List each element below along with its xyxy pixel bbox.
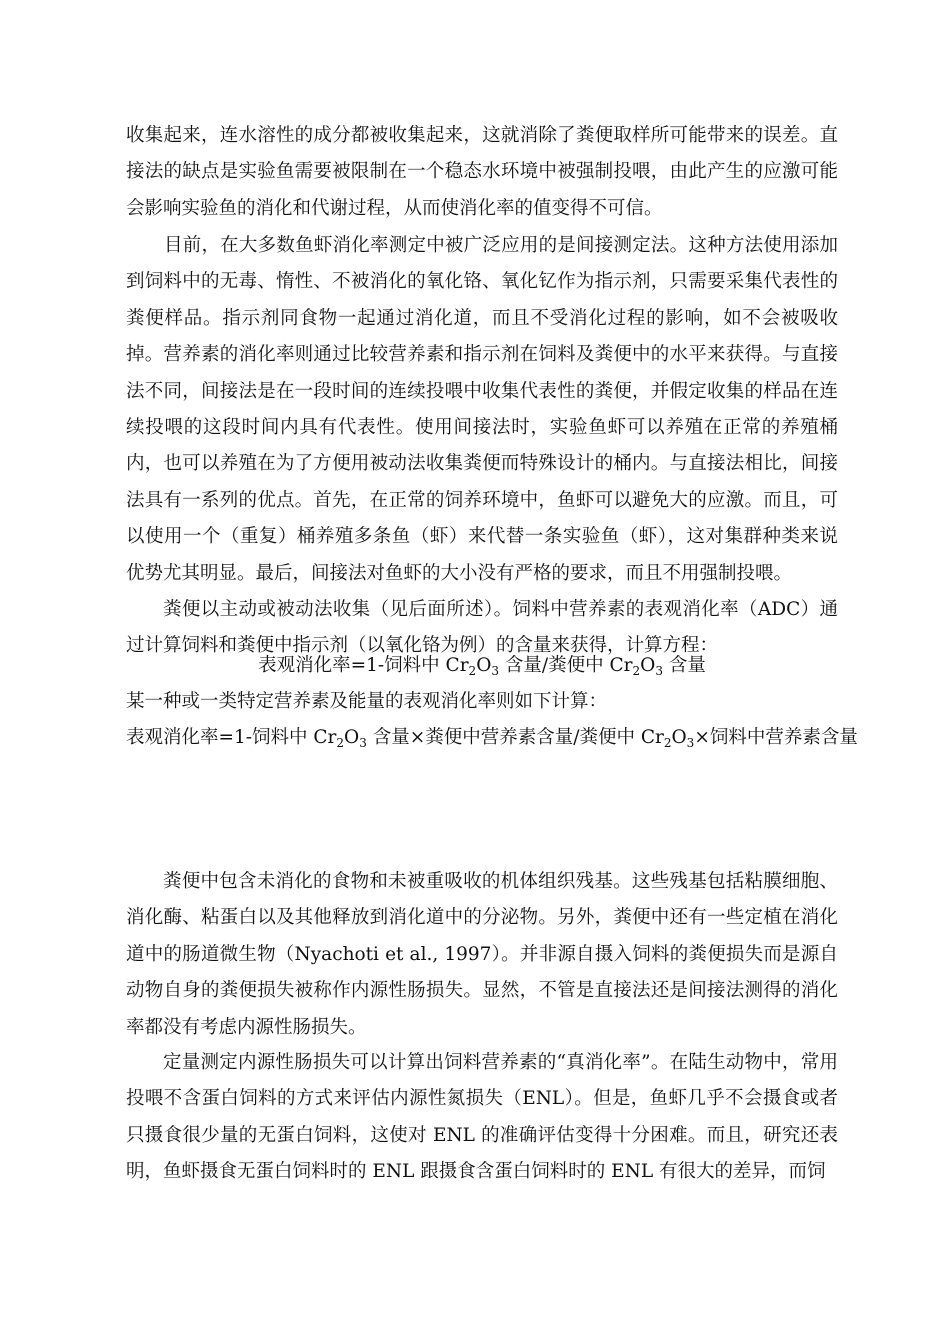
formula-2-sub-d: 3	[686, 736, 695, 750]
formula-1-sub-c: 2	[632, 664, 641, 678]
formula-2-mid-a: O	[344, 727, 360, 748]
text-block-4	[126, 864, 838, 1046]
formula-intro-line: 某一种或一类特定营养素及能量的表观消化率则如下计算：	[126, 691, 608, 712]
formula-1-sub-b: 3	[491, 664, 499, 678]
formula-1-mid-c: O	[640, 655, 656, 676]
paragraph-4: 粪便中包含未消化的食物和未被重吸收的机体组织残基。这些残基包括粘膜细胞、消化酶、粘蛋白以及其他释放到消化道中的分泌物。另外，粪便中还有一些定植在消化道中的肠道微生物（Nyachoti et al., 1997）。并非源自摄入饲料的粪便损失而是源自动物自身的粪便损失被称作内源性肠损失。显然，不管是直接法还是间接法测得的消化率都没有考虑内源性肠损失。	[126, 871, 838, 1038]
paragraph-1: 收集起来，连水溶性的成分都被收集起来，这就消除了粪便取样所可能带来的误差。直接法的缺点是实验鱼需要被限制在一个稳态水环境中被强制投喂，由此产生的应激可能会影响实验鱼的消化和代谢过程，从而使消化率的值变得不可信。	[126, 125, 838, 219]
formula-2-sub-a: 2	[336, 736, 345, 750]
formula-block	[126, 648, 858, 756]
formula-2-mid-b: 含量×粪便中营养素含量/粪便中 Cr	[366, 727, 664, 748]
paragraph-3: 粪便以主动或被动法收集（见后面所述）。饲料中营养素的表观消化率（ADC）通过计算饲料和粪便中指示剂（以氧化铬为例）的含量来获得，计算方程：	[126, 599, 838, 657]
formula-2-mid-c: O	[671, 727, 687, 748]
text-block-5	[126, 1045, 838, 1191]
formula-apparent-digestibility	[126, 648, 838, 684]
formula-2-lead: 表观消化率=1-饲料中 Cr	[126, 727, 337, 748]
formula-1-lead: 表观消化率=1-饲料中 Cr	[258, 655, 469, 676]
formula-2-sub-b: 3	[359, 736, 367, 750]
formula-1-mid-b: 含量/粪便中 Cr	[499, 655, 633, 676]
formula-1-mid-a: O	[476, 655, 492, 676]
formula-1-sub-d: 3	[655, 664, 663, 678]
paragraph-5: 定量测定内源性肠损失可以计算出饲料营养素的“真消化率”。在陆生动物中，常用投喂不含蛋白饲料的方式来评估内源性氮损失（ENL）。但是，鱼虾几乎不会摄食或者只摄食很少量的无蛋白饲料，这使对 ENL 的准确评估变得十分困难。而且，研究还表明，鱼虾摄食无蛋白饲料时的 ENL 跟摄食含蛋白饲料时的 ENL 有很大的差异，而饲	[126, 1052, 838, 1183]
formula-2-tail: ×饲料中营养素含量	[694, 727, 858, 748]
text-block-1	[126, 118, 838, 227]
formula-2-sub-c: 2	[663, 736, 672, 750]
formula-1-tail: 含量	[662, 655, 706, 676]
formula-nutrient-digestibility	[126, 720, 858, 756]
paragraph-2: 目前，在大多数鱼虾消化率测定中被广泛应用的是间接测定法。这种方法使用添加到饲料中的无毒、惰性、不被消化的氧化铬、氧化钇作为指示剂，只需要采集代表性的粪便样品。指示剂同食物一起通过消化道，而且不受消化过程的影响，如不会被吸收掉。营养素的消化率则通过比较营养素和指示剂在饲料及粪便中的水平来获得。与直接法不同，间接法是在一段时间的连续投喂中收集代表性的粪便，并假定收集的样品在连续投喂的这段时间内具有代表性。使用间接法时，实验鱼虾可以养殖在正常的养殖桶内，也可以养殖在为了方便用被动法收集粪便而特殊设计的桶内。与直接法相比，间接法具有一系列的优点。首先，在正常的饲养环境中，鱼虾可以避免大的应激。而且，可以使用一个（重复）桶养殖多条鱼（虾）来代替一条实验鱼（虾），这对集群种类来说优势尤其明显。最后，间接法对鱼虾的大小没有严格的要求，而且不用强制投喂。	[126, 235, 838, 584]
formula-1-sub-a: 2	[468, 664, 477, 678]
text-block-2	[126, 228, 838, 665]
